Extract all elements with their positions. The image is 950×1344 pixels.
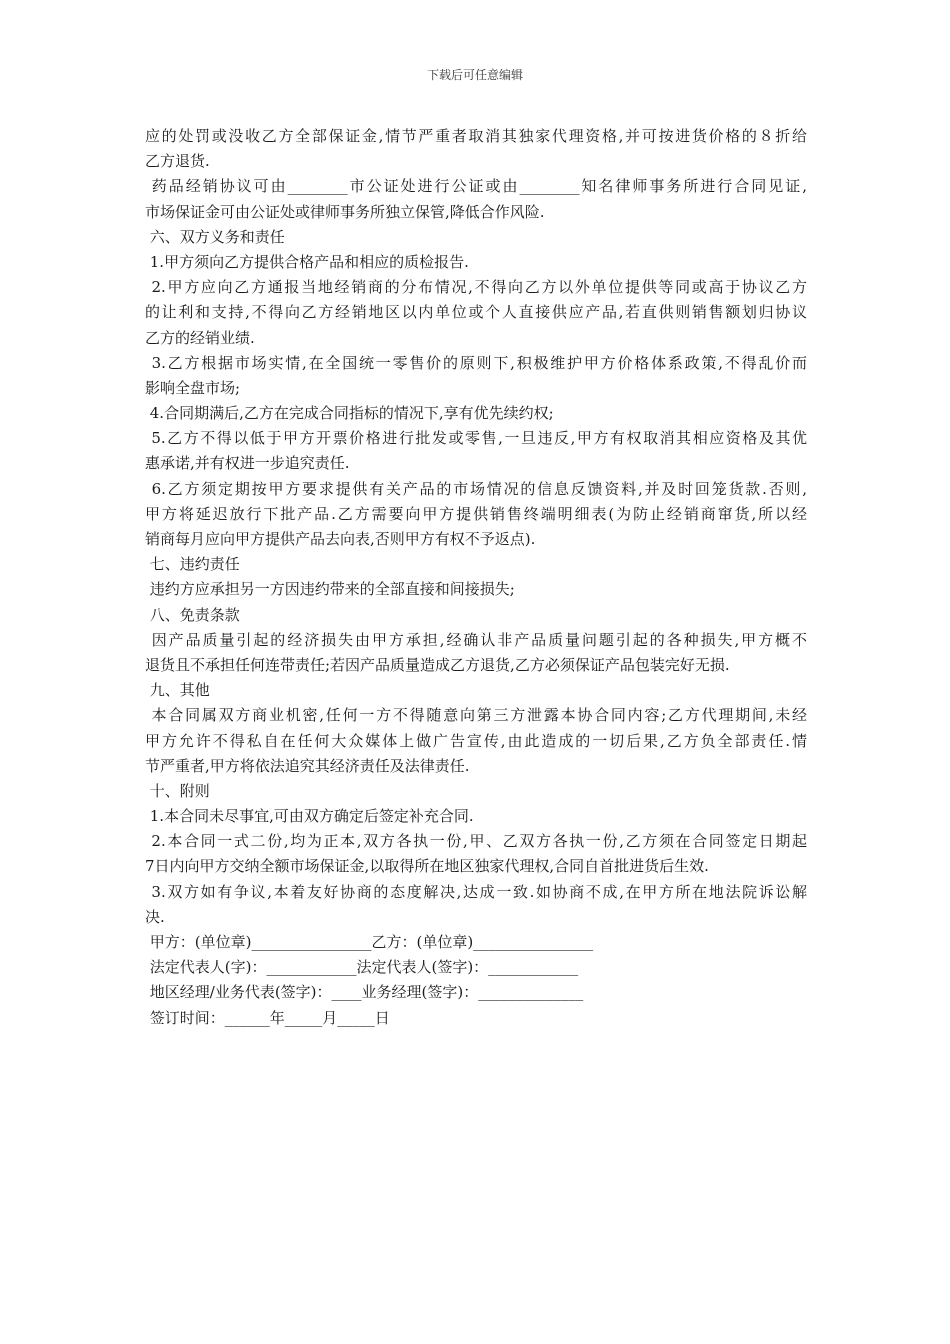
document-line: 地区经理/业务代表(签字)：____业务经理(签字)：______________ bbox=[145, 983, 584, 1002]
page-header: 下载后可任意编辑 bbox=[426, 68, 523, 82]
document-line: 甲方允许不得私自在任何大众媒体上做广告宣传,由此造成的一切后果,乙方负全部责任.情 bbox=[145, 731, 807, 750]
document-line: 市场保证金可由公证处或律师事务所独立保管,降低合作风险. bbox=[145, 202, 545, 221]
document-line: 六、双方义务和责任 bbox=[145, 227, 285, 246]
document-body bbox=[145, 124, 807, 1031]
document-line: 九、其他 bbox=[145, 681, 210, 700]
document-line: 3.双方如有争议,本着友好协商的态度解决,达成一致.如协商不成,在甲方所在地法院诉讼解 bbox=[145, 882, 807, 901]
document-line: 惠承诺,并有权进一步追究责任. bbox=[145, 454, 350, 473]
document-line: 因产品质量引起的经济损失由甲方承担,经确认非产品质量问题引起的各种损失,甲方概不 bbox=[145, 630, 807, 649]
document-line: 七、违约责任 bbox=[145, 555, 240, 574]
document-line: 签订时间：______年_____月_____日 bbox=[145, 1008, 390, 1027]
document-line: 影响全盘市场; bbox=[145, 378, 241, 397]
document-line: 3.乙方根据市场实情,在全国统一零售价的原则下,积极维护甲方价格体系政策,不得乱价而 bbox=[145, 353, 807, 372]
document-line: 应的处罚或没收乙方全部保证金,情节严重者取消其独家代理资格,并可按进货价格的８折给 bbox=[145, 127, 807, 145]
document-line: 4.合同期满后,乙方在完成合同指标的情况下,享有优先续约权; bbox=[145, 404, 554, 423]
document-line: 2.甲方应向乙方通报当地经销商的分布情况,不得向乙方以外单位提供等同或高于协议乙方 bbox=[145, 278, 807, 297]
document-line: 药品经销协议可由________市公证处进行公证或由________知名律师事务所进行合同见证, bbox=[145, 177, 807, 196]
document-line: 违约方应承担另一方因违约带来的全部直接和间接损失; bbox=[145, 580, 515, 599]
document-line: 5.乙方不得以低于甲方开票价格进行批发或零售,一旦违反,甲方有权取消其相应资格及其优 bbox=[145, 429, 807, 448]
document-line: 乙方的经销业绩. bbox=[145, 328, 255, 347]
document-line: 甲方：(单位章)________________乙方：(单位章)________________ bbox=[145, 933, 594, 951]
document-line: 6.乙方须定期按甲方要求提供有关产品的市场情况的信息反馈资料,并及时回笼货款.否则, bbox=[145, 479, 807, 498]
document-line: 本合同属双方商业机密,任何一方不得随意向第三方泄露本协合同内容;乙方代理期间,未经 bbox=[145, 706, 807, 725]
document-line: 决. bbox=[145, 907, 165, 926]
document-line: 的让利和支持,不得向乙方经销地区以内单位或个人直接供应产品,若直供则销售额划归协议 bbox=[145, 303, 807, 322]
document-line: 节严重者,甲方将依法追究其经济责任及法律责任. bbox=[145, 756, 470, 775]
document-line: 7日内向甲方交纳全额市场保证金,以取得所在地区独家代理权,合同自首批进货后生效. bbox=[145, 857, 709, 876]
document-line: 1.甲方须向乙方提供合格产品和相应的质检报告. bbox=[145, 252, 469, 271]
document-line: 八、免责条款 bbox=[145, 605, 240, 624]
document-line: 2.本合同一式二份,均为正本,双方各执一份,甲、乙双方各执一份,乙方须在合同签定日期起 bbox=[145, 832, 807, 851]
document-line: 十、附则 bbox=[145, 781, 210, 800]
document-line: 甲方将延迟放行下批产品.乙方需要向甲方提供销售终端明细表(为防止经销商窜货,所以经 bbox=[145, 504, 807, 523]
document-line: 1.本合同未尽事宜,可由双方确定后签定补充合同. bbox=[145, 807, 474, 826]
document-line: 乙方退货. bbox=[145, 152, 210, 171]
document-line: 法定代表人(字)：____________法定代表人(签字)：____________ bbox=[145, 958, 579, 977]
document-line: 退货且不承担任何连带责任;若因产品质量造成乙方退货,乙方必须保证产品包装完好无损. bbox=[145, 655, 730, 674]
document-line: 销商每月应向甲方提供产品去向表,否则甲方有权不予返点). bbox=[145, 530, 536, 548]
